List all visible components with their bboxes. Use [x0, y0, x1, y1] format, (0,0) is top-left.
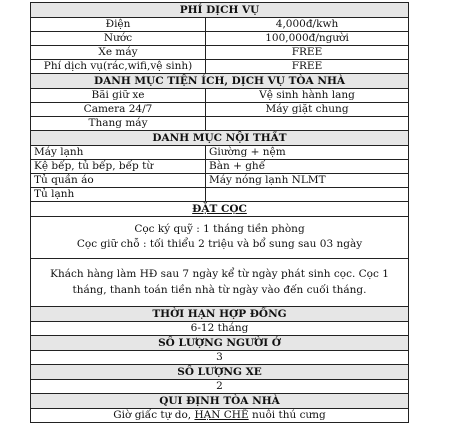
occupants-header-row [31, 336, 409, 351]
rules-header-row [31, 394, 409, 409]
fee-label: Điện [31, 18, 206, 32]
deposit-header-row [31, 202, 409, 217]
furniture-right: Máy nóng lạnh NLMT [206, 174, 409, 188]
fee-value: FREE [206, 46, 409, 60]
rules-title: QUI ĐỊNH TÒA NHÀ [31, 394, 409, 409]
contract-header-row [31, 307, 409, 322]
vehicles-header-row [31, 365, 409, 380]
deposit-title [31, 202, 409, 217]
contract-value: 6-12 tháng [31, 322, 409, 336]
vehicles-value-row [31, 380, 409, 394]
rules-text [31, 409, 409, 423]
rental-info-sheet [30, 2, 408, 423]
furniture-right: Bàn + ghế [206, 160, 409, 174]
amenity-left: Camera 24/7 [31, 103, 206, 117]
deposit-title-text: ĐẶT CỌC [192, 203, 247, 215]
deposit-terms [31, 217, 409, 259]
occupants-value-row [31, 351, 409, 365]
rental-info-table [30, 2, 409, 423]
rules-text-before: Giờ giấc tự do, [113, 409, 195, 421]
rules-text-underlined: HẠN CHẾ [194, 409, 249, 421]
fees-title: PHÍ DỊCH VỤ [31, 3, 409, 18]
furniture-right [206, 188, 409, 202]
fee-label: Phí dịch vụ(rác,wifi,vệ sinh) [31, 60, 206, 74]
amenity-right [206, 117, 409, 131]
fee-row [31, 18, 409, 32]
furniture-row [31, 174, 409, 188]
fee-row [31, 60, 409, 74]
amenity-left: Thang máy [31, 117, 206, 131]
fee-value: 100,000đ/người [206, 32, 409, 46]
furniture-left: Tủ quần áo [31, 174, 206, 188]
occupants-value: 3 [31, 351, 409, 365]
furniture-left: Tủ lạnh [31, 188, 206, 202]
amenity-row [31, 117, 409, 131]
furniture-row [31, 146, 409, 160]
deposit-note: Khách hàng làm HĐ sau 7 ngày kể từ ngày phát sinh cọc. Cọc 1 tháng, thanh toán tiền nhà từ ngày vào đến cuối tháng. [31, 259, 409, 307]
fee-row [31, 32, 409, 46]
fee-label: Xe máy [31, 46, 206, 60]
fee-value: 4,000đ/kwh [206, 18, 409, 32]
furniture-left: Kệ bếp, tủ bếp, bếp từ [31, 160, 206, 174]
amenity-left: Bãi giữ xe [31, 89, 206, 103]
amenities-title: DANH MỤC TIỆN ÍCH, DỊCH VỤ TÒA NHÀ [31, 74, 409, 89]
contract-title: THỜI HẠN HỢP ĐỒNG [31, 307, 409, 322]
fees-header-row [31, 3, 409, 18]
furniture-row [31, 160, 409, 174]
fee-value: FREE [206, 60, 409, 74]
occupants-title: SỐ LƯỢNG NGƯỜI Ở [31, 336, 409, 351]
furniture-left: Máy lạnh [31, 146, 206, 160]
deposit-line-1: Cọc ký quỹ : 1 tháng tiền phòng [134, 223, 305, 235]
deposit-line-2: Cọc giữ chỗ : tối thiểu 2 triệu và bổ sung sau 03 ngày [76, 238, 363, 250]
amenity-row [31, 103, 409, 117]
fee-row [31, 46, 409, 60]
rules-text-row [31, 409, 409, 423]
vehicles-value: 2 [31, 380, 409, 394]
rules-text-after: nuôi thú cưng [248, 409, 326, 421]
amenity-row [31, 89, 409, 103]
furniture-header-row [31, 131, 409, 146]
vehicles-title: SỐ LƯỢNG XE [31, 365, 409, 380]
amenity-right: Máy giặt chung [206, 103, 409, 117]
furniture-title: DANH MỤC NỘI THẤT [31, 131, 409, 146]
fee-label: Nước [31, 32, 206, 46]
amenity-right: Vệ sinh hành lang [206, 89, 409, 103]
contract-value-row [31, 322, 409, 336]
deposit-note-row [31, 259, 409, 307]
amenities-header-row [31, 74, 409, 89]
furniture-row [31, 188, 409, 202]
deposit-terms-row [31, 217, 409, 259]
furniture-right: Giường + nệm [206, 146, 409, 160]
